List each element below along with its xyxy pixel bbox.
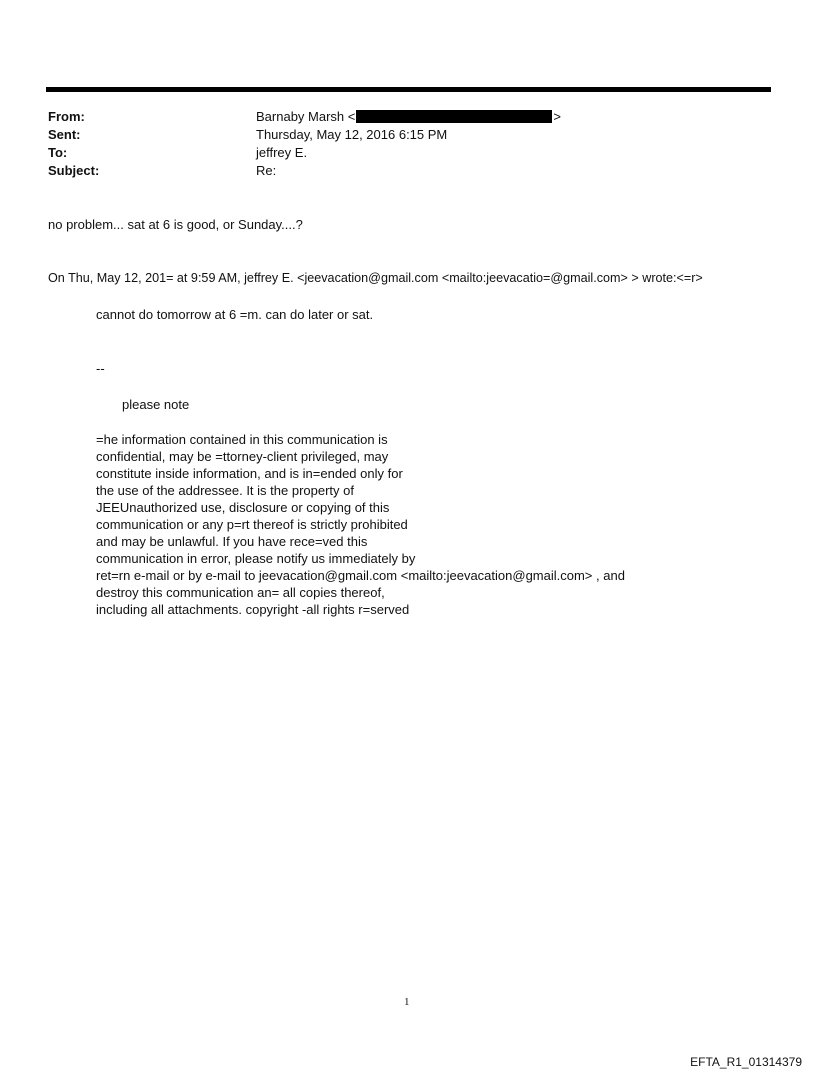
from-name: Barnaby Marsh < [256,109,356,124]
to-value: jeffrey E. [256,145,308,160]
from-label: From: [48,109,85,124]
disclaimer-line: and may be unlawful. If you have rece=ved this [96,534,368,549]
sent-value: Thursday, May 12, 2016 6:15 PM [256,127,448,142]
disclaimer-line: confidential, may be =ttorney-client privileged, may [96,449,389,464]
disclaimer-line: JEEUnauthorized use, disclosure or copying of this [96,500,390,515]
header-rule [46,87,771,92]
subject-label: Subject: [48,163,100,178]
disclaimer-line: destroy this communication an= all copies thereof, [96,585,385,600]
disclaimer-line: ret=rn e-mail or by e-mail to jeevacation@gmail.com <mailto:jeevacation@gmail.com> , and [96,568,625,583]
disclaimer-line: =he information contained in this communication is [96,432,388,447]
quote-header: On Thu, May 12, 201= at 9:59 AM, jeffrey E. <jeevacation@gmail.com <mailto:jeevacatio=@gmail.com> > wrote:<=r> [48,271,703,285]
disclaimer-line: constitute inside information, and is in=ended only for [96,466,403,481]
document-id: EFTA_R1_01314379 [690,1055,802,1069]
disclaimer-line: communication or any p=rt thereof is strictly prohibited [96,517,408,532]
subject-value: Re: [256,163,277,178]
from-value [256,108,561,125]
please-note: please note [122,397,190,412]
signature-separator: -- [96,361,105,376]
sent-label: Sent: [48,127,81,142]
reply-text: no problem... sat at 6 is good, or Sunday....? [48,217,303,232]
quoted-line: cannot do tomorrow at 6 =m. can do later or sat. [96,307,374,322]
from-close: > [553,109,561,124]
redaction-box [356,110,552,123]
page-number: 1 [404,996,410,1008]
to-label: To: [48,145,68,160]
disclaimer-line: including all attachments. copyright -all rights r=served [96,602,410,617]
disclaimer-line: communication in error, please notify us immediately by [96,551,416,566]
disclaimer-line: the use of the addressee. It is the property of [96,483,354,498]
disclaimer [96,431,625,618]
